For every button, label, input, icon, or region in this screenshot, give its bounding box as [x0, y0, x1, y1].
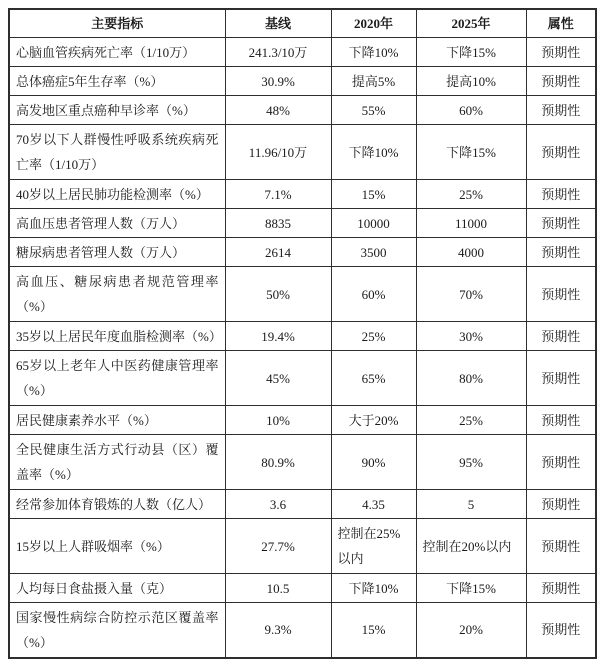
y2025-cell: 5 [416, 490, 526, 519]
header-2025: 2025年 [416, 9, 526, 38]
header-row [9, 9, 596, 38]
y2025-cell: 下降15% [416, 125, 526, 180]
baseline-cell: 27.7% [225, 519, 331, 574]
table-row [9, 96, 596, 125]
y2025-cell: 控制在20%以内 [416, 519, 526, 574]
baseline-cell: 9.3% [225, 603, 331, 658]
y2025-cell: 30% [416, 322, 526, 351]
y2025-cell: 25% [416, 180, 526, 209]
y2025-cell: 提高10% [416, 67, 526, 96]
baseline-cell: 50% [225, 267, 331, 322]
baseline-cell: 30.9% [225, 67, 331, 96]
header-2020: 2020年 [331, 9, 416, 38]
indicator-cell: 国家慢性病综合防控示范区覆盖率（%） [9, 603, 225, 658]
baseline-cell: 45% [225, 351, 331, 406]
indicator-cell: 35岁以上居民年度血脂检测率（%） [9, 322, 225, 351]
baseline-cell: 7.1% [225, 180, 331, 209]
table-row [9, 574, 596, 603]
y2020-cell: 15% [331, 603, 416, 658]
table-row [9, 351, 596, 406]
indicator-cell: 高发地区重点癌种早诊率（%） [9, 96, 225, 125]
y2025-cell: 20% [416, 603, 526, 658]
attribute-cell: 预期性 [526, 603, 596, 658]
y2025-cell: 70% [416, 267, 526, 322]
attribute-cell: 预期性 [526, 322, 596, 351]
y2020-cell: 下降10% [331, 38, 416, 67]
table-body [9, 38, 596, 658]
table-row [9, 238, 596, 267]
y2025-cell: 95% [416, 435, 526, 490]
y2020-cell: 55% [331, 96, 416, 125]
y2020-cell: 4.35 [331, 490, 416, 519]
attribute-cell: 预期性 [526, 209, 596, 238]
table-row [9, 180, 596, 209]
table-row [9, 322, 596, 351]
table-row [9, 125, 596, 180]
table-row [9, 406, 596, 435]
y2020-cell: 25% [331, 322, 416, 351]
attribute-cell: 预期性 [526, 490, 596, 519]
indicator-cell: 全民健康生活方式行动县（区）覆盖率（%） [9, 435, 225, 490]
baseline-cell: 10.5 [225, 574, 331, 603]
y2025-cell: 60% [416, 96, 526, 125]
indicator-cell: 人均每日食盐摄入量（克） [9, 574, 225, 603]
indicator-cell: 糖尿病患者管理人数（万人） [9, 238, 225, 267]
attribute-cell: 预期性 [526, 351, 596, 406]
attribute-cell: 预期性 [526, 238, 596, 267]
baseline-cell: 8835 [225, 209, 331, 238]
indicator-cell: 心脑血管疾病死亡率（1/10万） [9, 38, 225, 67]
indicator-cell: 高血压患者管理人数（万人） [9, 209, 225, 238]
indicator-cell: 65岁以上老年人中医药健康管理率（%） [9, 351, 225, 406]
y2020-cell: 90% [331, 435, 416, 490]
y2025-cell: 下降15% [416, 574, 526, 603]
header-baseline: 基线 [225, 9, 331, 38]
indicator-cell: 居民健康素养水平（%） [9, 406, 225, 435]
table-row [9, 435, 596, 490]
attribute-cell: 预期性 [526, 38, 596, 67]
y2020-cell: 大于20% [331, 406, 416, 435]
y2025-cell: 80% [416, 351, 526, 406]
table-header [9, 9, 596, 38]
attribute-cell: 预期性 [526, 267, 596, 322]
y2020-cell: 60% [331, 267, 416, 322]
y2020-cell: 15% [331, 180, 416, 209]
attribute-cell: 预期性 [526, 519, 596, 574]
baseline-cell: 2614 [225, 238, 331, 267]
baseline-cell: 48% [225, 96, 331, 125]
attribute-cell: 预期性 [526, 67, 596, 96]
y2025-cell: 下降15% [416, 38, 526, 67]
indicator-cell: 40岁以上居民肺功能检测率（%） [9, 180, 225, 209]
table-row [9, 519, 596, 574]
y2020-cell: 65% [331, 351, 416, 406]
attribute-cell: 预期性 [526, 406, 596, 435]
y2025-cell: 11000 [416, 209, 526, 238]
y2020-cell: 10000 [331, 209, 416, 238]
y2020-cell: 下降10% [331, 574, 416, 603]
attribute-cell: 预期性 [526, 125, 596, 180]
table-row [9, 67, 596, 96]
baseline-cell: 80.9% [225, 435, 331, 490]
indicator-cell: 总体癌症5年生存率（%） [9, 67, 225, 96]
y2025-cell: 25% [416, 406, 526, 435]
table-row [9, 209, 596, 238]
table-row [9, 267, 596, 322]
attribute-cell: 预期性 [526, 96, 596, 125]
baseline-cell: 19.4% [225, 322, 331, 351]
baseline-cell: 3.6 [225, 490, 331, 519]
attribute-cell: 预期性 [526, 574, 596, 603]
indicator-cell: 70岁以下人群慢性呼吸系统疾病死亡率（1/10万） [9, 125, 225, 180]
y2020-cell: 控制在25%以内 [331, 519, 416, 574]
y2020-cell: 提高5% [331, 67, 416, 96]
indicator-cell: 高血压、糖尿病患者规范管理率（%） [9, 267, 225, 322]
table-row [9, 490, 596, 519]
indicator-cell: 15岁以上人群吸烟率（%） [9, 519, 225, 574]
y2020-cell: 3500 [331, 238, 416, 267]
indicator-cell: 经常参加体育锻炼的人数（亿人） [9, 490, 225, 519]
header-attribute: 属性 [526, 9, 596, 38]
attribute-cell: 预期性 [526, 435, 596, 490]
y2025-cell: 4000 [416, 238, 526, 267]
y2020-cell: 下降10% [331, 125, 416, 180]
baseline-cell: 10% [225, 406, 331, 435]
baseline-cell: 241.3/10万 [225, 38, 331, 67]
attribute-cell: 预期性 [526, 180, 596, 209]
health-indicator-table [8, 8, 597, 659]
table-row [9, 603, 596, 658]
table-row [9, 38, 596, 67]
baseline-cell: 11.96/10万 [225, 125, 331, 180]
header-indicator: 主要指标 [9, 9, 225, 38]
